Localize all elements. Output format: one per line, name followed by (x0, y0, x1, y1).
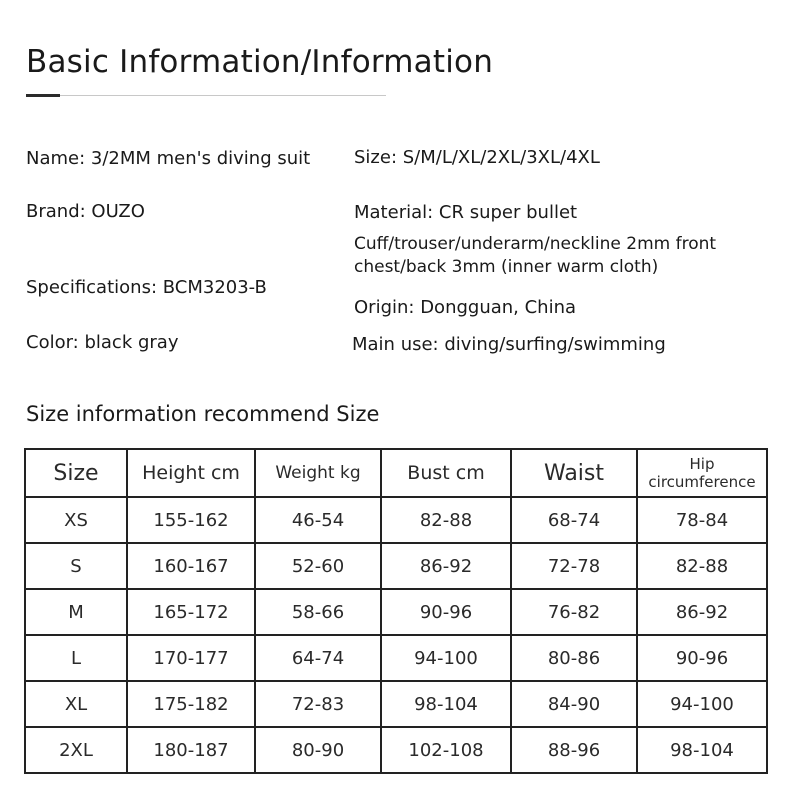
cell-waist: 80-86 (511, 635, 637, 681)
cell-height: 160-167 (127, 543, 255, 589)
info-main-use: Main use: diving/surfing/swimming (352, 334, 666, 355)
cell-hip: 86-92 (637, 589, 767, 635)
cell-bust: 98-104 (381, 681, 511, 727)
cell-height: 165-172 (127, 589, 255, 635)
page-title: Basic Information/Information (26, 44, 494, 80)
cell-waist: 84-90 (511, 681, 637, 727)
header-weight: Weight kg (255, 449, 381, 497)
table-row (25, 727, 767, 773)
cell-height: 170-177 (127, 635, 255, 681)
table-row (25, 589, 767, 635)
table-row (25, 543, 767, 589)
header-hip-line1: Hip (689, 455, 715, 473)
cell-weight: 52-60 (255, 543, 381, 589)
cell-waist: 88-96 (511, 727, 637, 773)
cell-size: M (25, 589, 127, 635)
info-name: Name: 3/2MM men's diving suit (26, 148, 311, 169)
cell-waist: 68-74 (511, 497, 637, 543)
info-origin: Origin: Dongguan, China (354, 297, 577, 318)
cell-bust: 94-100 (381, 635, 511, 681)
title-accent-bar (26, 94, 60, 97)
cell-bust: 82-88 (381, 497, 511, 543)
cell-size: S (25, 543, 127, 589)
size-table (24, 448, 768, 774)
header-size: Size (25, 449, 127, 497)
cell-weight: 80-90 (255, 727, 381, 773)
cell-height: 155-162 (127, 497, 255, 543)
cell-size: XL (25, 681, 127, 727)
table-row (25, 497, 767, 543)
cell-size: L (25, 635, 127, 681)
cell-hip: 78-84 (637, 497, 767, 543)
cell-height: 175-182 (127, 681, 255, 727)
table-row (25, 681, 767, 727)
cell-weight: 46-54 (255, 497, 381, 543)
info-specifications: Specifications: BCM3203-B (26, 277, 267, 298)
header-hip (637, 449, 767, 497)
info-material-detail: Cuff/trouser/underarm/neckline 2mm front chest/back 3mm (inner warm cloth) (354, 234, 717, 277)
cell-size: 2XL (25, 727, 127, 773)
cell-height: 180-187 (127, 727, 255, 773)
info-material: Material: CR super bullet (354, 202, 578, 223)
cell-size: XS (25, 497, 127, 543)
cell-bust: 86-92 (381, 543, 511, 589)
cell-weight: 58-66 (255, 589, 381, 635)
header-hip-line2: circumference (648, 473, 756, 491)
info-brand: Brand: OUZO (26, 201, 145, 222)
cell-hip: 94-100 (637, 681, 767, 727)
info-color: Color: black gray (26, 332, 179, 353)
table-row (25, 635, 767, 681)
cell-hip: 82-88 (637, 543, 767, 589)
header-height: Height cm (127, 449, 255, 497)
header-bust: Bust cm (381, 449, 511, 497)
cell-hip: 90-96 (637, 635, 767, 681)
cell-hip: 98-104 (637, 727, 767, 773)
cell-weight: 64-74 (255, 635, 381, 681)
table-header-row (25, 449, 767, 497)
title-divider (26, 95, 386, 96)
cell-waist: 76-82 (511, 589, 637, 635)
cell-waist: 72-78 (511, 543, 637, 589)
cell-bust: 90-96 (381, 589, 511, 635)
cell-bust: 102-108 (381, 727, 511, 773)
cell-weight: 72-83 (255, 681, 381, 727)
size-section-heading: Size information recommend Size (26, 402, 380, 426)
info-size: Size: S/M/L/XL/2XL/3XL/4XL (354, 147, 600, 168)
header-waist: Waist (511, 449, 637, 497)
